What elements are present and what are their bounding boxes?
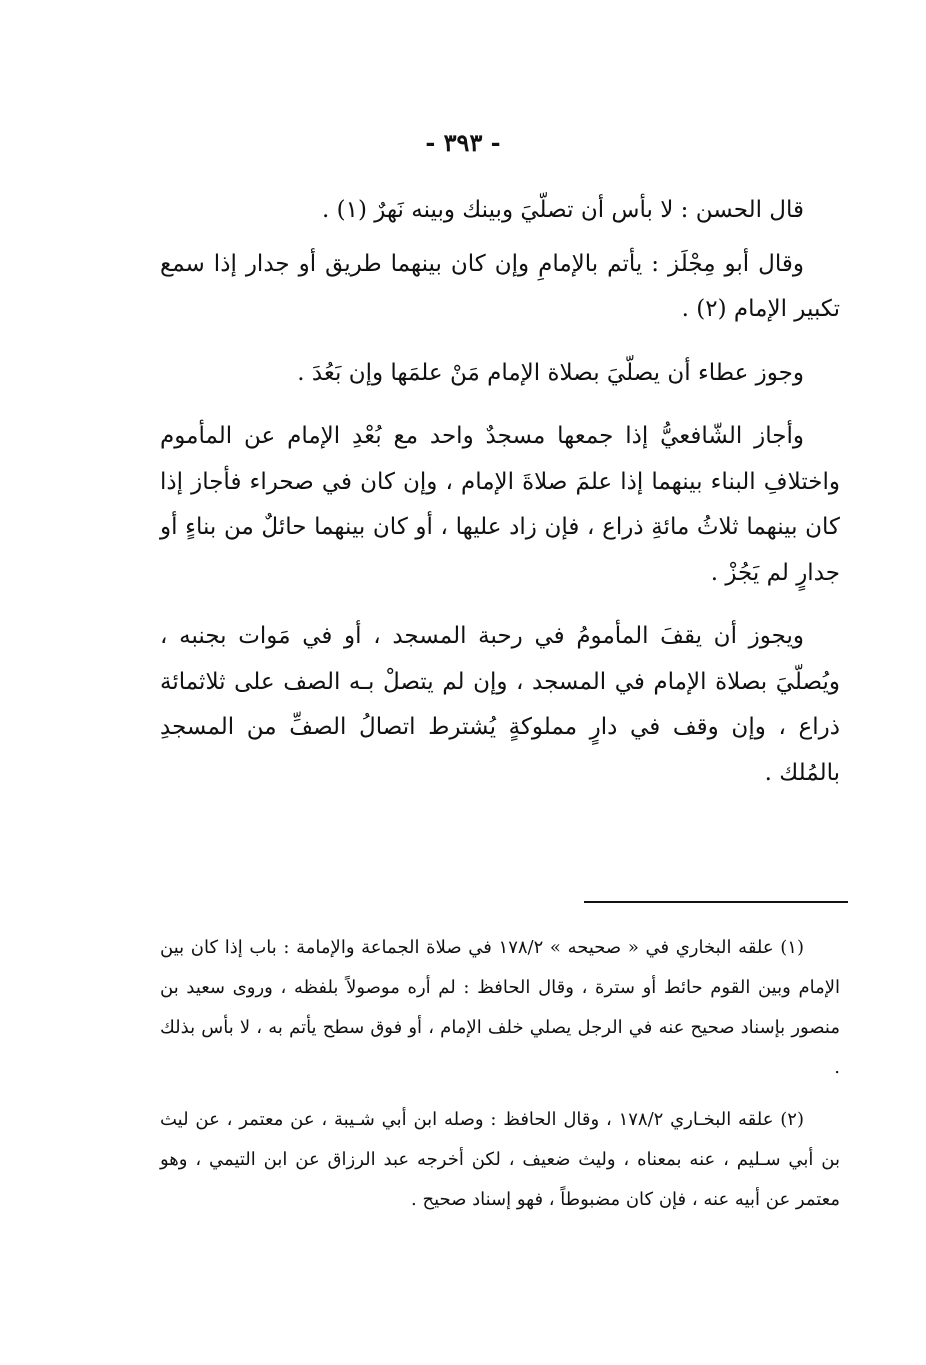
- paragraph-hasan: قال الحسن : لا بأس أن تصلّيَ وبينك وبينه نَهرٌ (١) .: [322, 197, 804, 223]
- footnote-1: (١) علقه البخاري في « صحيحه » ١٧٨/٢ في صلاة الجماعة والإمامة : باب إذا كان بين الإمام وبين القوم حائط أو سترة ، وقال الحافظ : لم أره موصولاً بلفظه ، وروى سعيد بن منصور بإسناد صحيح عنه في الرجل يصلي خلف الإمام ، أو فوق سطح يأتم به ، لا بأس بذلك .: [160, 937, 840, 1078]
- paragraph-shafii: وأجاز الشّافعيُّ إذا جمعها مسجدٌ واحد مع بُعْدِ الإمام عن المأموم واختلافِ البناء بينهما إذا علمَ صلاةَ الإمام ، وإن كان في صحراء فأجاز إذا كان بينهما ثلاثُ مائةِ ذراع ، فإن زاد عليها ، أو كان بينهما حائلٌ من بناءٍ أو جدارٍ لم يَجُزْ .: [160, 423, 840, 586]
- paragraph-abu-mijlaz: وقال أبو مِجْلَز : يأتم بالإمامِ وإن كان بينهما طريق أو جدار إذا سمع تكبير الإمام (٢) .: [160, 250, 840, 322]
- footnotes: [160, 928, 840, 1232]
- footnote-separator: [584, 901, 848, 903]
- footnote-2: (٢) علقه البخـاري ١٧٨/٢ ، وقال الحافظ : وصله ابن أبي شـيبة ، عن معتمر ، عن ليث بن أبي سـليم ، عنه بمعناه ، وليث ضعيف ، لكن أخرجه عبد الرزاق عن ابن التيمي ، وهو معتمر عن أبيه عنه ، فإن كان مضبوطاً ، فهو إسناد صحيح .: [160, 1109, 840, 1210]
- page-number: - ٣٩٣ -: [425, 128, 501, 157]
- paragraph-ata: وجوز عطاء أن يصلّيَ بصلاة الإمام مَنْ علمَها وإن بَعُدَ .: [297, 359, 804, 386]
- paragraph-rahbat-al-masjid: ويجوز أن يقفَ المأمومُ في رحبة المسجد ، أو في مَوات بجنبه ، ويُصلّيَ بصلاة الإمام في المسجد ، وإن لم يتصلْ بـه الصف على ثلاثمائة ذراع ، وإن وقف في دارٍ مملوكةٍ يُشترط اتصالُ الصفِّ من المسجدِ بالمُلك .: [160, 623, 840, 786]
- main-text: [160, 188, 840, 814]
